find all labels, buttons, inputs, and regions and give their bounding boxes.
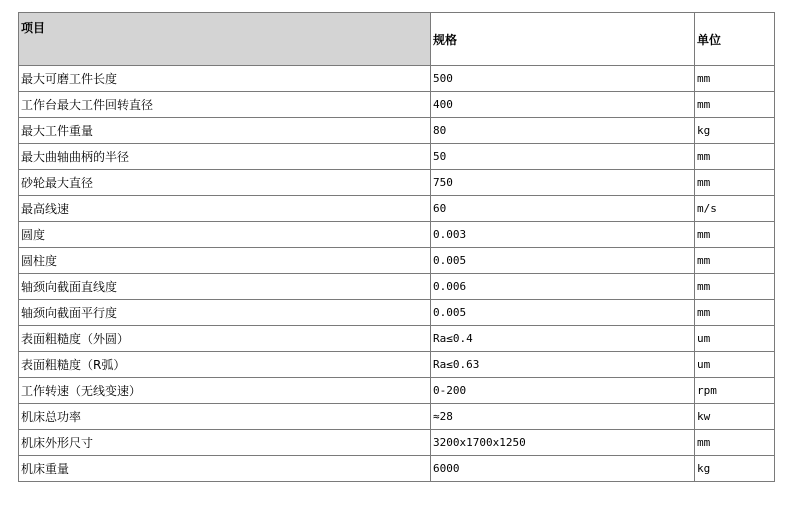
spec-cell: 6000 — [431, 456, 695, 482]
table-row — [19, 274, 775, 300]
table-row — [19, 456, 775, 482]
table-row — [19, 404, 775, 430]
unit-cell: mm — [695, 248, 775, 274]
unit-cell: kw — [695, 404, 775, 430]
item-cell: 工作台最大工件回转直径 — [19, 92, 431, 118]
item-cell: 工作转速（无线变速） — [19, 378, 431, 404]
header-unit: 单位 — [695, 13, 775, 66]
unit-cell: kg — [695, 118, 775, 144]
item-cell: 表面粗糙度（R弧） — [19, 352, 431, 378]
spec-cell: Ra≤0.63 — [431, 352, 695, 378]
unit-cell: mm — [695, 222, 775, 248]
table-row — [19, 196, 775, 222]
header-row — [19, 13, 775, 66]
unit-cell: rpm — [695, 378, 775, 404]
spec-cell: 80 — [431, 118, 695, 144]
unit-cell: mm — [695, 144, 775, 170]
spec-cell: 0.005 — [431, 300, 695, 326]
item-cell: 机床重量 — [19, 456, 431, 482]
unit-cell: kg — [695, 456, 775, 482]
unit-cell: mm — [695, 92, 775, 118]
table-row — [19, 222, 775, 248]
spec-cell: 0.005 — [431, 248, 695, 274]
spec-cell: 60 — [431, 196, 695, 222]
header-item: 项目 — [19, 13, 431, 66]
unit-cell: um — [695, 326, 775, 352]
spec-cell: Ra≤0.4 — [431, 326, 695, 352]
spec-table — [18, 12, 775, 482]
spec-cell: 0.003 — [431, 222, 695, 248]
spec-cell: 0.006 — [431, 274, 695, 300]
item-cell: 最高线速 — [19, 196, 431, 222]
unit-cell: mm — [695, 66, 775, 92]
table-row — [19, 144, 775, 170]
spec-cell: 750 — [431, 170, 695, 196]
item-cell: 表面粗糙度（外圆） — [19, 326, 431, 352]
unit-cell: mm — [695, 300, 775, 326]
table-row — [19, 118, 775, 144]
table-row — [19, 300, 775, 326]
spec-cell: 0-200 — [431, 378, 695, 404]
item-cell: 圆柱度 — [19, 248, 431, 274]
table-row — [19, 66, 775, 92]
table-row — [19, 430, 775, 456]
spec-cell: 3200x1700x1250 — [431, 430, 695, 456]
item-cell: 砂轮最大直径 — [19, 170, 431, 196]
unit-cell: um — [695, 352, 775, 378]
table-row — [19, 352, 775, 378]
item-cell: 机床总功率 — [19, 404, 431, 430]
table-row — [19, 170, 775, 196]
spec-cell: ≈28 — [431, 404, 695, 430]
table-row — [19, 326, 775, 352]
item-cell: 机床外形尺寸 — [19, 430, 431, 456]
item-cell: 最大工件重量 — [19, 118, 431, 144]
unit-cell: mm — [695, 274, 775, 300]
item-cell: 轴颈向截面直线度 — [19, 274, 431, 300]
item-cell: 圆度 — [19, 222, 431, 248]
header-spec: 规格 — [431, 13, 695, 66]
spec-cell: 50 — [431, 144, 695, 170]
table-row — [19, 378, 775, 404]
unit-cell: m/s — [695, 196, 775, 222]
item-cell: 轴颈向截面平行度 — [19, 300, 431, 326]
item-cell: 最大曲轴曲柄的半径 — [19, 144, 431, 170]
unit-cell: mm — [695, 170, 775, 196]
table-row — [19, 248, 775, 274]
spec-cell: 500 — [431, 66, 695, 92]
spec-cell: 400 — [431, 92, 695, 118]
item-cell: 最大可磨工件长度 — [19, 66, 431, 92]
unit-cell: mm — [695, 430, 775, 456]
table-row — [19, 92, 775, 118]
